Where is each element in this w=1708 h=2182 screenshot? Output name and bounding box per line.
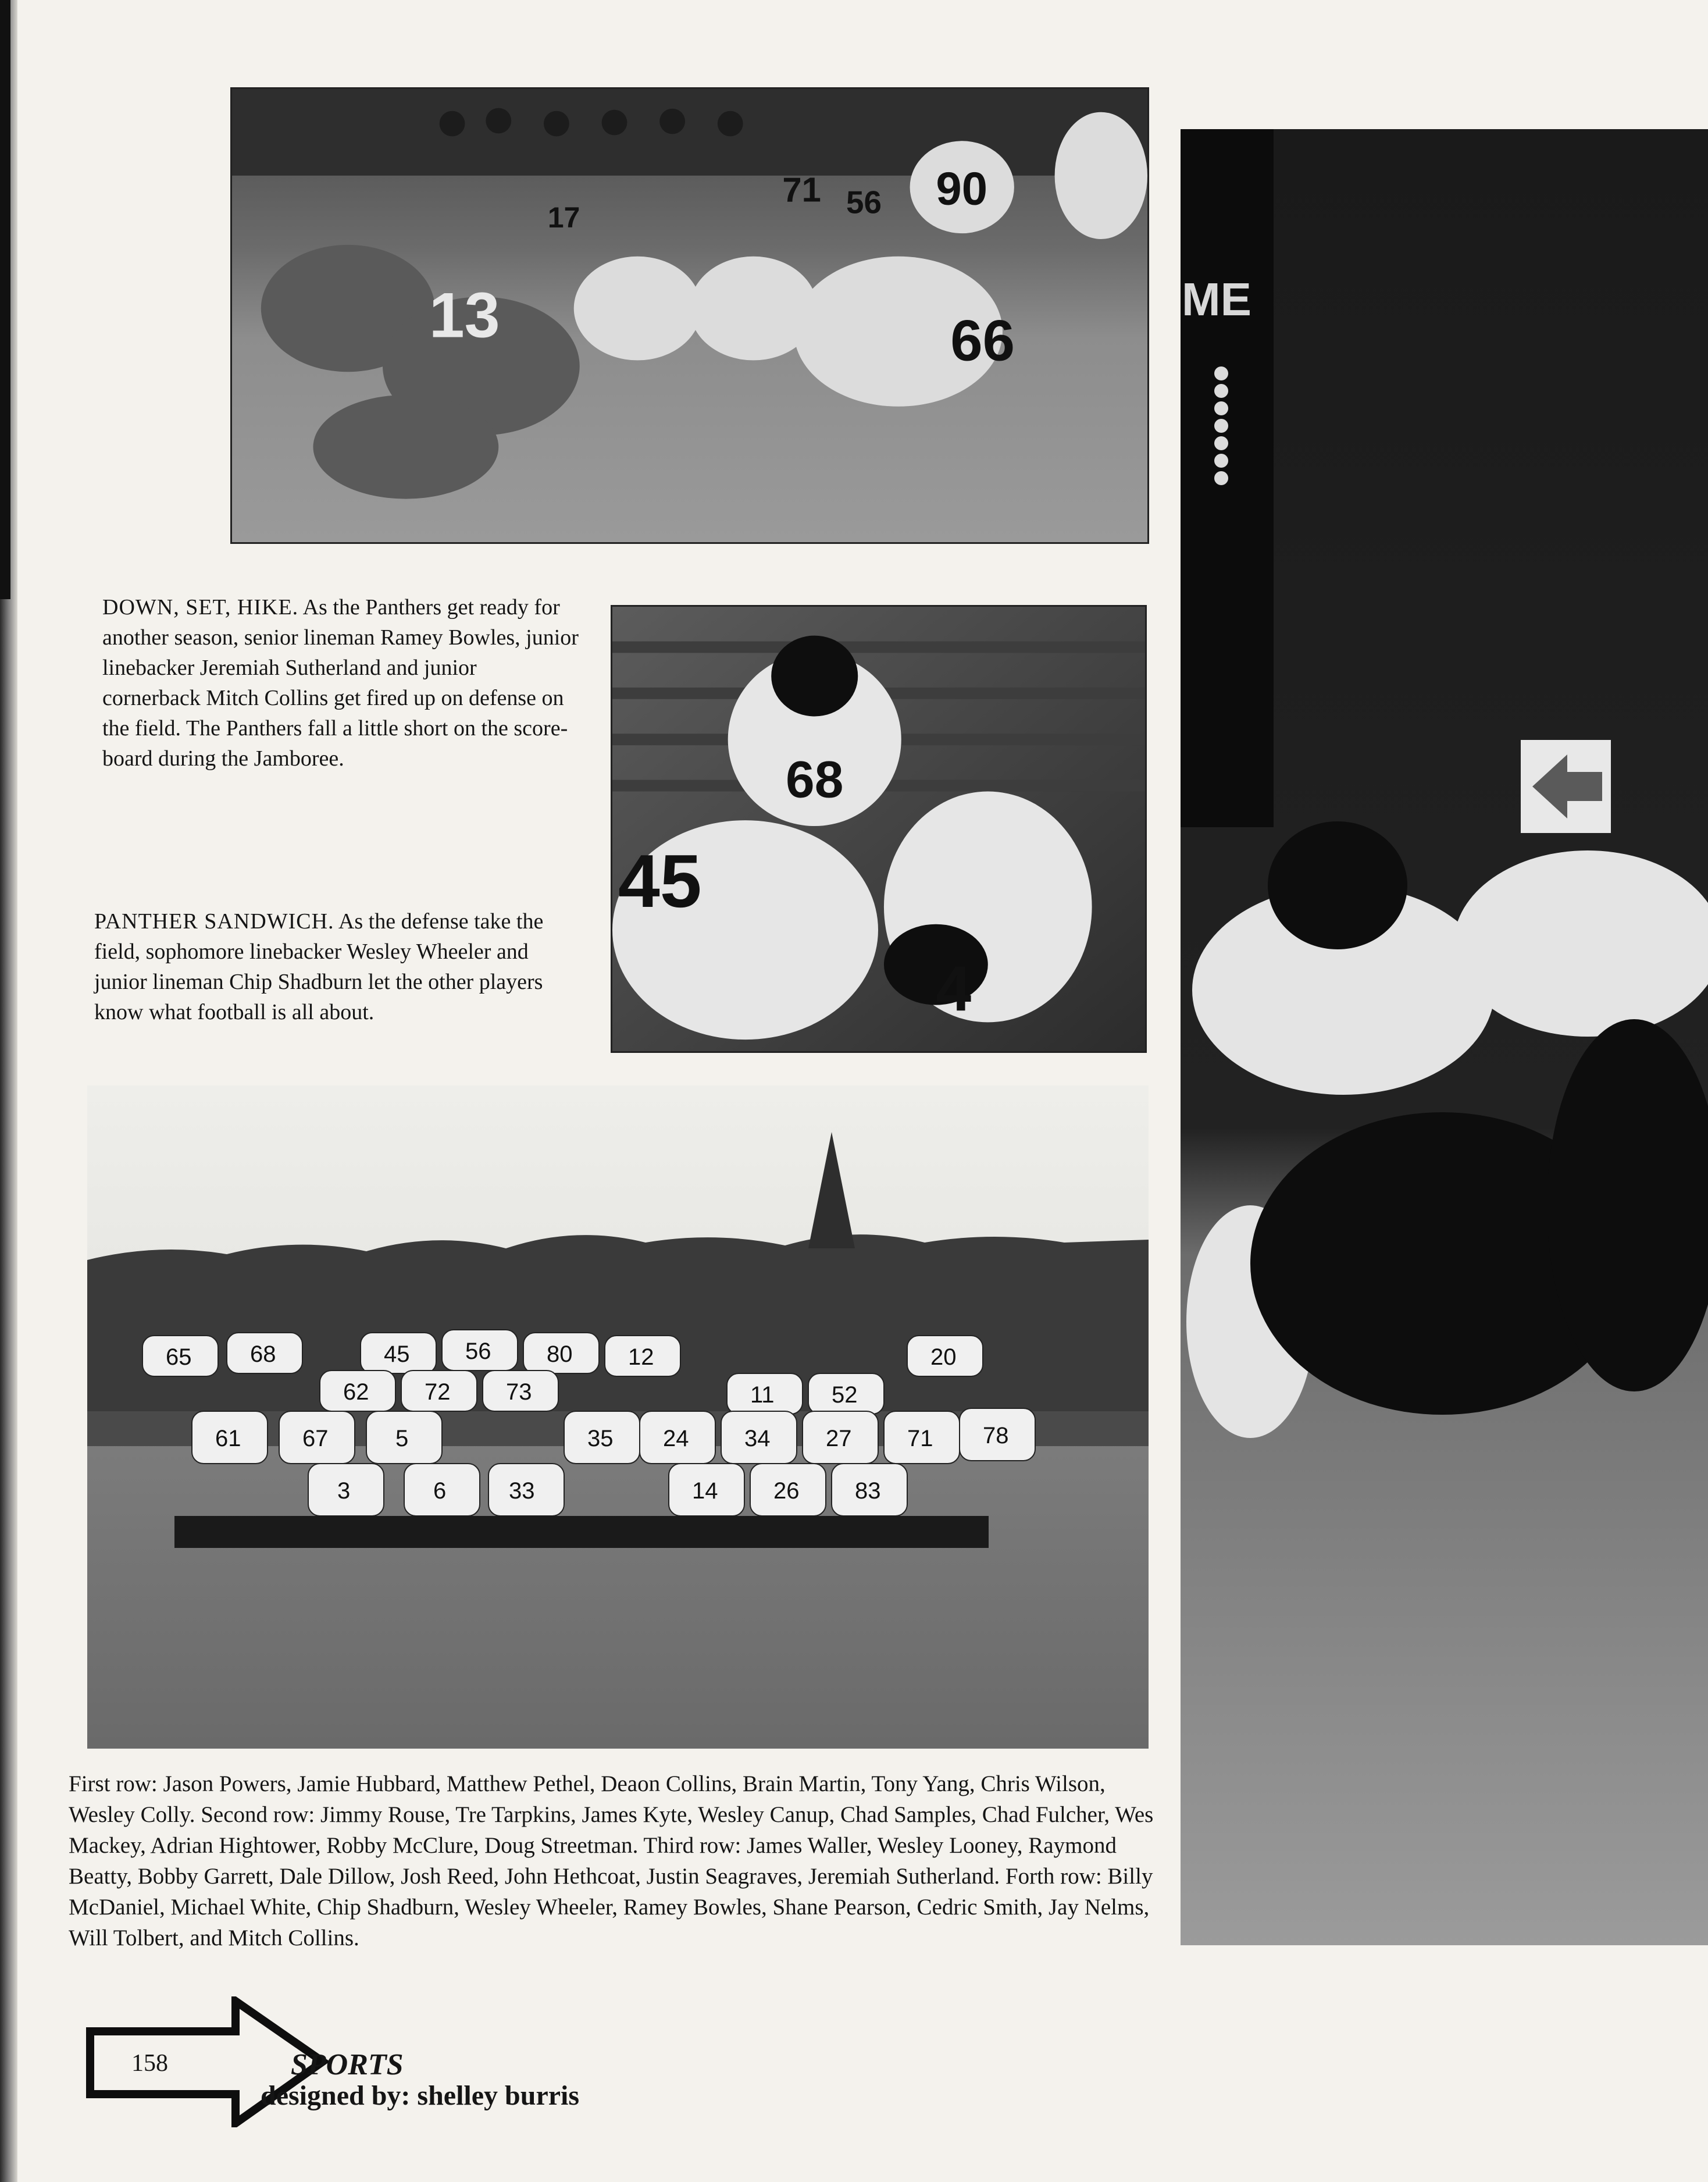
jersey-number: 3 xyxy=(337,1478,351,1504)
designer-credit: designed by: shelley burris xyxy=(261,2080,580,2111)
jersey-number: 90 xyxy=(936,162,988,215)
jersey-number: 27 xyxy=(826,1426,852,1451)
photo-team-portrait xyxy=(87,1085,1149,1749)
jersey-number: 71 xyxy=(782,170,821,209)
jersey-number: 45 xyxy=(618,839,702,923)
photo-panther-sandwich xyxy=(611,605,1147,1053)
jersey-number: 56 xyxy=(465,1339,491,1364)
jersey-number: 66 xyxy=(950,308,1015,373)
photo-line-of-scrimmage xyxy=(230,87,1149,544)
jersey-number: 45 xyxy=(384,1341,410,1367)
jersey-number: 26 xyxy=(773,1478,800,1504)
jersey-number: 83 xyxy=(855,1478,881,1504)
jersey-number: 24 xyxy=(663,1426,689,1451)
scoreboard-text: ME xyxy=(1182,273,1251,325)
jersey-number: 12 xyxy=(628,1344,654,1370)
jersey-number: 5 xyxy=(395,1426,409,1451)
jersey-number: 73 xyxy=(506,1379,532,1405)
jersey-number: 17 xyxy=(547,201,580,234)
jersey-number: 35 xyxy=(587,1426,614,1451)
section-title: SPORTS xyxy=(291,2048,404,2081)
caption-text: As the defense take the field, sophomore linebacker Wesley Wheeler and junior lineman Chip Shadburn let the other players know what football is all about. xyxy=(94,909,544,1024)
jersey-number: 67 xyxy=(302,1426,329,1451)
caption-panther-sandwich xyxy=(94,906,583,1027)
caption-lead: DOWN, SET, HIKE. xyxy=(102,595,299,620)
jersey-number: 20 xyxy=(930,1344,957,1370)
jersey-number: 80 xyxy=(547,1341,573,1367)
jersey-number: 61 xyxy=(215,1426,241,1451)
jersey-number: 4 xyxy=(936,953,972,1025)
jersey-number: 52 xyxy=(832,1382,858,1408)
jersey-number: 6 xyxy=(433,1478,447,1504)
photo-defense-action xyxy=(1181,129,1708,1945)
jersey-number: 13 xyxy=(429,280,500,351)
caption-down-set-hike xyxy=(102,592,579,774)
jersey-number: 62 xyxy=(343,1379,369,1405)
team-roster-caption: First row: Jason Powers, Jamie Hubbard, Matthew Pethel, Deaon Collins, Brain Martin, Tony Yang, Chris Wilson, Wesley Colly. Second row: Jimmy Rouse, Tre Tarpkins, James Kyte, Wesley Canup, Chad Samples, Chad Fulcher, Wes Mackey, Adrian Hightower, Robby McClure, Doug Streetman. Third row: James Waller, Wesley Looney, Raymond Beatty, Bobby Garrett, Dale Dillow, Josh Reed, John Hethcoat, Justin Seagraves, Jeremiah Sutherland. Forth row: Billy McDaniel, Michael White, Chip Shadburn, Wesley Wheeler, Ramey Bowles, Shane Pearson, Cedric Smith, Jay Nelms, Will Tolbert, and Mitch Collins. xyxy=(69,1771,1154,1950)
jersey-number: 33 xyxy=(509,1478,535,1504)
jersey-number: 71 xyxy=(907,1426,933,1451)
jersey-number: 65 xyxy=(166,1344,192,1370)
jersey-number: 11 xyxy=(750,1382,775,1408)
jersey-number: 72 xyxy=(425,1379,451,1405)
jersey-number: 14 xyxy=(692,1478,718,1504)
page-binding-shadow xyxy=(0,0,10,599)
jersey-number: 34 xyxy=(744,1426,771,1451)
caption-text: As the Panthers get ready for another season, senior lineman Ramey Bowles, junior linebacker Jeremiah Sutherland and junior cornerback Mitch Collins get fired up on defense on the field. The Panthers fall a little short on the score-board during the Jamboree. xyxy=(102,595,579,771)
jersey-number: 78 xyxy=(983,1423,1009,1448)
caption-lead: PANTHER SANDWICH. xyxy=(94,909,334,934)
jersey-number: 68 xyxy=(250,1341,276,1367)
jersey-number: 56 xyxy=(846,184,882,220)
jersey-number: 68 xyxy=(786,750,844,809)
page-number: 158 xyxy=(131,2050,168,2077)
